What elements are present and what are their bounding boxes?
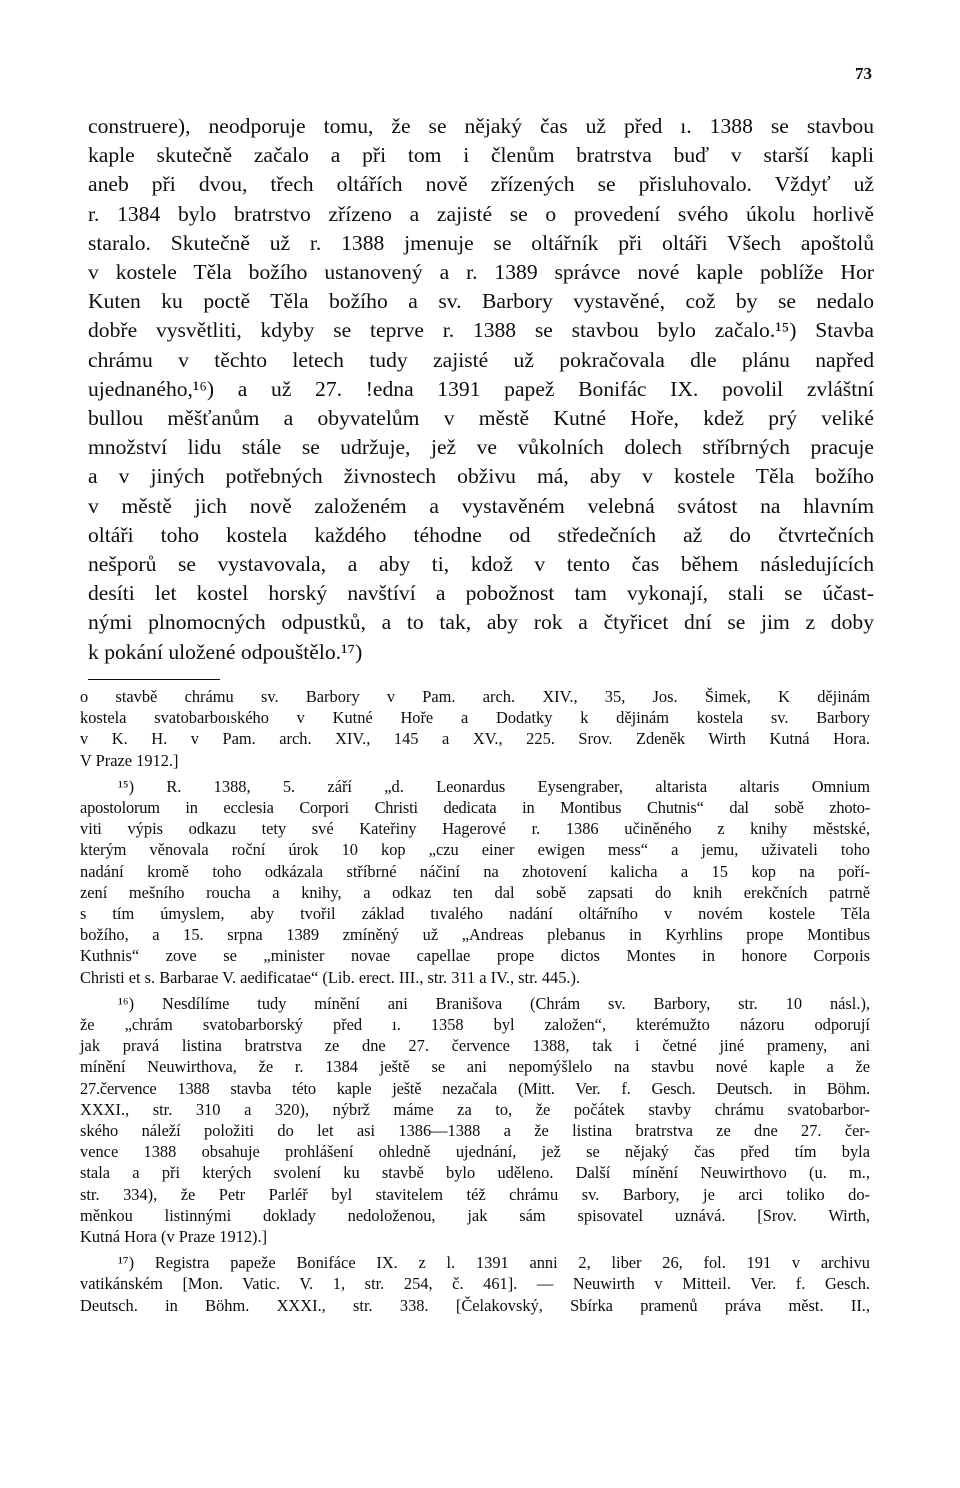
text-line: v kostele Těla božího ustanovený a r. 1389 správce nové kaple poblíže Hor <box>88 260 874 285</box>
page-number: 73 <box>855 64 872 83</box>
footnote-line: nadání kromě toho odkázala stříbrné náčiní na zhotovení kalicha a 15 kop na poří- <box>80 861 870 881</box>
footnote-line: kterým věnovala roční úrok 10 kop „czu einer ewigen mess“ a jemu, uživateli toho <box>80 840 870 860</box>
footnote-line: Deutsch. in Böhm. XXXI., str. 338. [Čelakovský, Sbírka pramenů práva měst. II., <box>80 1295 870 1315</box>
footnotes <box>80 686 870 1316</box>
footnote-line: 27.července 1388 stavba této kaple ještě nezačala (Mitt. Ver. f. Gesch. Deutsch. in Böhm. <box>80 1078 870 1098</box>
footnote-line: ¹⁶) Nesdílíme tudy mínění ani Branišova (Chrám sv. Barbory, str. 10 násl.), <box>118 993 870 1013</box>
footnote-line: XXXI., str. 310 a 320), nýbrž máme za to, že počátek stavby chrámu svatobarbor- <box>80 1099 870 1119</box>
footnote-line: stala a při kterých svolení ku stavbě bylo uděleno. Další mínění Neuwirthovo (u. m., <box>80 1163 870 1183</box>
footnote-line: V Praze 1912.] <box>80 750 179 770</box>
footnote-line: v K. H. v Pam. arch. XIV., 145 a XV., 225. Srov. Zdeněk Wirth Kutná Hora. <box>80 729 870 749</box>
footnote-line: ského náleží položiti do let asi 1386—1388 a že listina bratrstva ze dne 27. čer- <box>80 1121 870 1141</box>
text-line: k pokání uložené odpouštělo.¹⁷) <box>88 639 363 664</box>
footnote-line: ¹⁷) Registra papeže Bonifáce IX. z l. 1391 anni 2, liber 26, fol. 191 v archivu <box>118 1253 870 1273</box>
text-line: oltáři toho kostela každého téhodne od středečních až do čtvrtečních <box>88 522 874 547</box>
footnote-line: o stavbě chrámu sv. Barbory v Pam. arch. XIV., 35, Jos. Šimek, K dějinám <box>80 687 870 706</box>
text-line: a v jiných potřebných živnostech obživu má, aby v kostele Těla božího <box>88 464 874 489</box>
footnote-line: kostela svatobarboıského v Kutné Hoře a Dodatky k dějinám kostela sv. Barbory <box>80 708 870 728</box>
footnote-line: apostolorum in ecclesia Corpori Christi dedicata in Montibus Chutnis“ dal sobě zhoto- <box>80 798 870 818</box>
footnote-line: vatikánském [Mon. Vatic. V. 1, str. 254, č. 461]. — Neuwirth v Mitteil. Ver. f. Gesch. <box>80 1274 870 1294</box>
footnote-line: Kutná Hora (v Praze 1912).] <box>80 1227 268 1247</box>
footnote-line: zení mešního roucha a knihy, a odkaz ten dal sobě zapsati do knih erekčních patrně <box>80 882 870 902</box>
footnote-line: mínění Neuwirthova, že r. 1384 ještě se ani nepomýšlelo na stavbu nové kaple a že <box>80 1057 870 1077</box>
text-line: kaple skutečně začalo a při tom i členům bratrstva buď v starší kapli <box>88 143 874 168</box>
text-line: nešporů se vystavovala, a aby ti, kdož v tento čas během následujících <box>88 552 874 577</box>
text-line: construere), neodporuje tomu, že se nějaký čas už před ı. 1388 se stavbou <box>88 114 874 138</box>
footnote-separator <box>88 679 220 680</box>
text-line: chrámu v těchto letech tudy zajisté už pokračovala dle plánu napřed <box>88 347 874 372</box>
text-line: množství lidu stále se udržuje, jež ve vůkolních dolech stříbrných pracuje <box>88 435 874 460</box>
text-line: dobře vysvětliti, kdyby se teprve r. 1388 se stavbou bylo začalo.¹⁵) Stavba <box>88 318 874 343</box>
footnote-line: jak pravá listina bratrstva ze dne 27. července 1388, tak i četné jiné prameny, ani <box>80 1036 870 1056</box>
text-line: ujednaného,¹⁶) a už 27. !edna 1391 papež Bonifác IX. povolil zvláštní <box>88 376 874 401</box>
footnote-line: vence 1388 obsahuje prohlášení ohledně ujednání, jež se nějaký čas před tím byla <box>80 1142 870 1162</box>
text-line: r. 1384 bylo bratrstvo zřízeno a zajisté se o provedení svého úkolu horlivě <box>88 201 874 226</box>
text-line: Kuten ku poctě Těla božího a sv. Barbory vystavěné, což by se nedalo <box>88 289 874 314</box>
main-text <box>88 112 874 667</box>
footnote-line: s tím úmyslem, aby tvořil základ tıvalého nadání oltářního v novém kostele Těla <box>80 904 870 924</box>
text-line: nými plnomocných odpustků, a to tak, aby rok a čtyřicet dní se jim z doby <box>88 610 874 635</box>
footnote-line: Christi et s. Barbarae V. aedificatae“ (Lib. erect. III., str. 311 a IV., str. 445.). <box>80 967 581 987</box>
text-line: desíti let kostel horský navštíví a pobožnost tam vykonají, stali se účast- <box>88 581 874 606</box>
footnote-line: viti výpis odkazu tety své Kateřiny Hagerové r. 1386 učiněného z knihy městské, <box>80 819 870 839</box>
text-line: staralo. Skutečně už r. 1388 jmenuje se oltářník při oltáři Všech apoštolů <box>88 230 874 255</box>
footnote-line: měnkou listinnými doklady nedoloženou, jak sám spisovatel uznává. [Srov. Wirth, <box>80 1205 870 1225</box>
text-line: bullou měšťanům a obyvatelům v městě Kutné Hoře, kdež prý veliké <box>88 406 874 431</box>
footnote-line: ¹⁵) R. 1388, 5. září „d. Leonardus Eysengraber, altarista altaris Omnium <box>118 776 870 796</box>
footnote-line: božího, a 15. srpna 1389 zmíněný už „Andreas plebanus in Kyrhlins prope Montibus <box>80 925 870 945</box>
text-line: v městě jich nově založeném a vystavěném velebná svátost na hlavním <box>88 493 874 518</box>
footnote-line: str. 334), že Petr Parléř byl stavitelem též chrámu sv. Barbory, je arci toliko do- <box>80 1184 870 1204</box>
text-line: aneb při dvou, třech oltářích nově zřízených se přisluhovalo. Vždyť už <box>88 172 874 197</box>
footnote-line: Kuthnis“ zove se „minister novae capellae prope dictos Montes in honore Corpoıis <box>80 946 870 966</box>
footnote-line: že „chrám svatobarborský před ı. 1358 byl založen“, kterémužto názoru odporují <box>80 1015 870 1035</box>
